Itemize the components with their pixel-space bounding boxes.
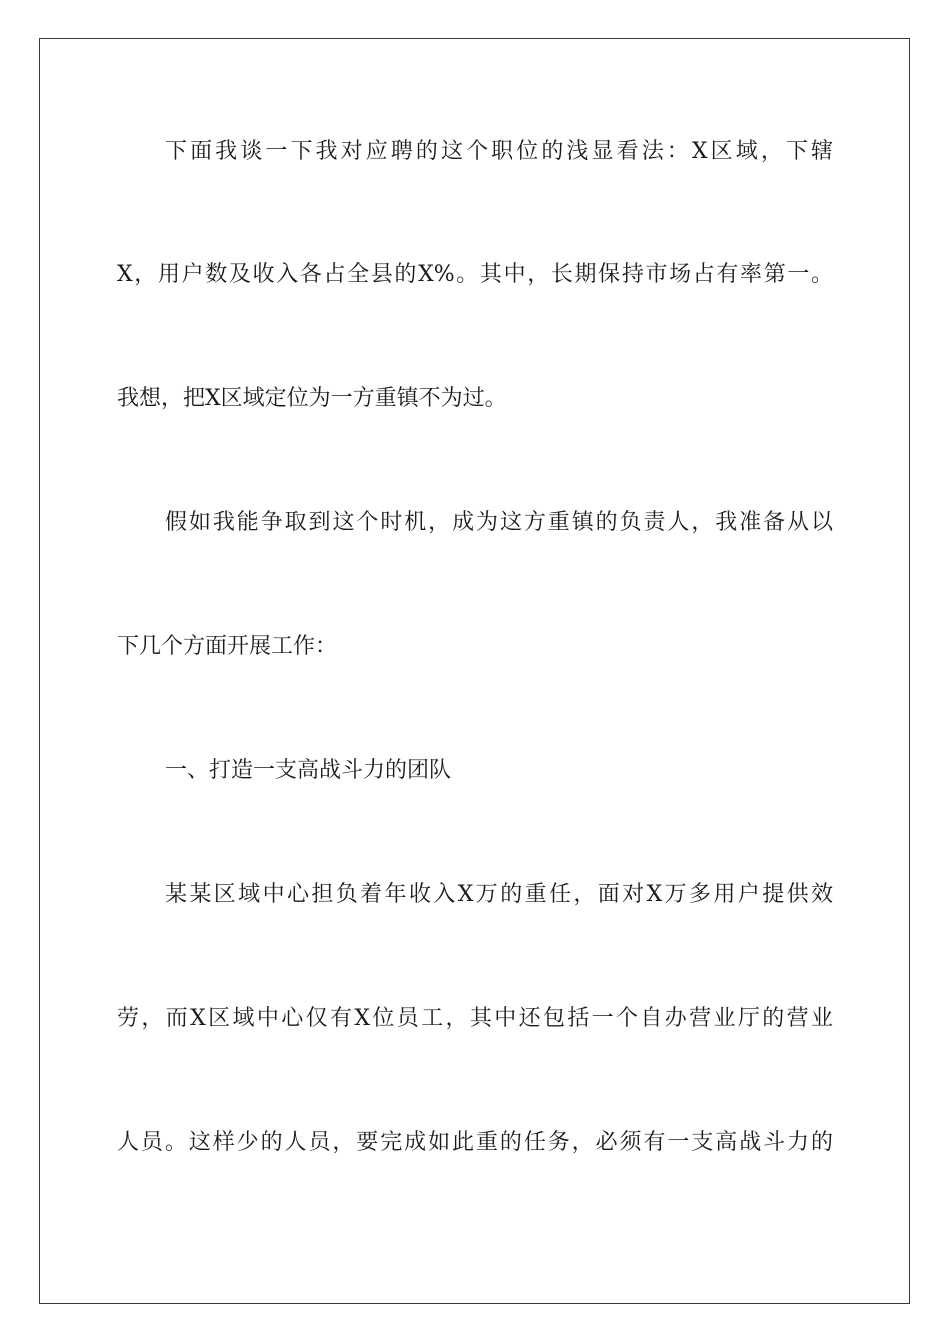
paragraph-3-line-3: 人员。这样少的人员，要完成如此重的任务，必须有一支高战斗力的 [117, 1130, 833, 1155]
paragraph-1-line-1: 下面我谈一下我对应聘的这个职位的浅显看法：X区域，下辖 [165, 139, 833, 164]
paragraph-3-line-2: 劳，而X区域中心仅有X位员工，其中还包括一个自办营业厅的营业 [117, 1006, 833, 1031]
paragraph-2-line-1: 假如我能争取到这个时机，成为这方重镇的负责人，我准备从以 [165, 510, 833, 535]
paragraph-1-line-2: X，用户数及收入各占全县的X%。其中，长期保持市场占有率第一。 [117, 262, 833, 287]
section-heading: 一、打造一支高战斗力的团队 [165, 758, 452, 783]
paragraph-1-line-3: 我想，把X区域定位为一方重镇不为过。 [117, 386, 507, 411]
paragraph-3-line-1: 某某区域中心担负着年收入X万的重任，面对X万多用户提供效 [165, 882, 833, 907]
page-border [39, 38, 910, 1304]
paragraph-2-line-2: 下几个方面开展工作： [117, 634, 338, 659]
